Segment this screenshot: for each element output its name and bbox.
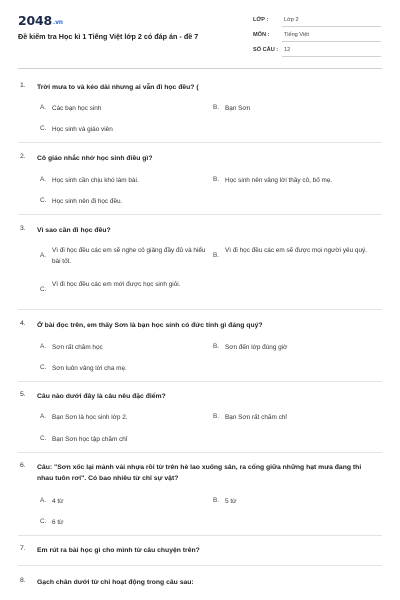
- question-number: 2.: [20, 153, 26, 160]
- question-text: Trời mưa to và kéo dài nhưng ai vẫn đi học đều? (: [37, 84, 199, 91]
- question-number: 6.: [20, 462, 26, 469]
- question-divider: [18, 142, 382, 143]
- meta-divider: [282, 56, 381, 57]
- document-header: [0, 0, 400, 66]
- question-number: 3.: [20, 225, 26, 232]
- question-number: 4.: [20, 320, 26, 327]
- meta-subject-value: Tiếng Việt: [284, 32, 309, 38]
- question-text: Ở bài đọc trên, em thấy Sơn là bạn học sinh có đức tính gì đáng quý?: [37, 322, 263, 329]
- meta-subject-label: MÔN :: [253, 32, 270, 38]
- question-divider: [18, 214, 382, 215]
- question-number: 8.: [20, 577, 26, 584]
- header-divider: [18, 68, 382, 69]
- question-divider: [18, 309, 382, 310]
- meta-divider: [282, 26, 381, 27]
- question-divider: [18, 535, 382, 536]
- meta-count-value: 12: [284, 47, 291, 53]
- question-divider: [18, 565, 382, 566]
- question-number: 5.: [20, 391, 26, 398]
- question-text: Câu: "Sơn xốc lại mảnh vải nhựa rồi từ trên hè lao xuống sân, ra cổng giữa những hạt mưa đang thi nhau tuôn rơi". Có bao nhiêu từ chỉ sự vật?: [37, 464, 362, 482]
- question-text: Cô giáo nhắc nhở học sinh điều gì?: [37, 155, 153, 162]
- meta-class-label: LỚP :: [253, 17, 269, 23]
- meta-class-value: Lớp 2: [284, 17, 299, 23]
- question-divider: [18, 452, 382, 453]
- meta-divider: [282, 41, 381, 42]
- question-number: 7.: [20, 545, 26, 552]
- question-number: 1.: [20, 82, 26, 89]
- page-title: Đề kiểm tra Học kì 1 Tiếng Việt lớp 2 có đáp án - đề 7: [18, 32, 199, 41]
- site-logo[interactable]: 2048.vn: [18, 13, 63, 28]
- question-text: Câu nào dưới đây là câu nêu đặc điểm?: [37, 393, 166, 400]
- question-text: Vì sao cần đi học đều?: [37, 227, 111, 234]
- question-text: Gạch chân dưới từ chỉ hoạt động trong câu sau:: [37, 579, 194, 586]
- question-divider: [18, 381, 382, 382]
- question-text: Em rút ra bài học gì cho mình từ câu chuyện trên?: [37, 547, 200, 554]
- meta-count-label: SỐ CÂU :: [253, 47, 279, 53]
